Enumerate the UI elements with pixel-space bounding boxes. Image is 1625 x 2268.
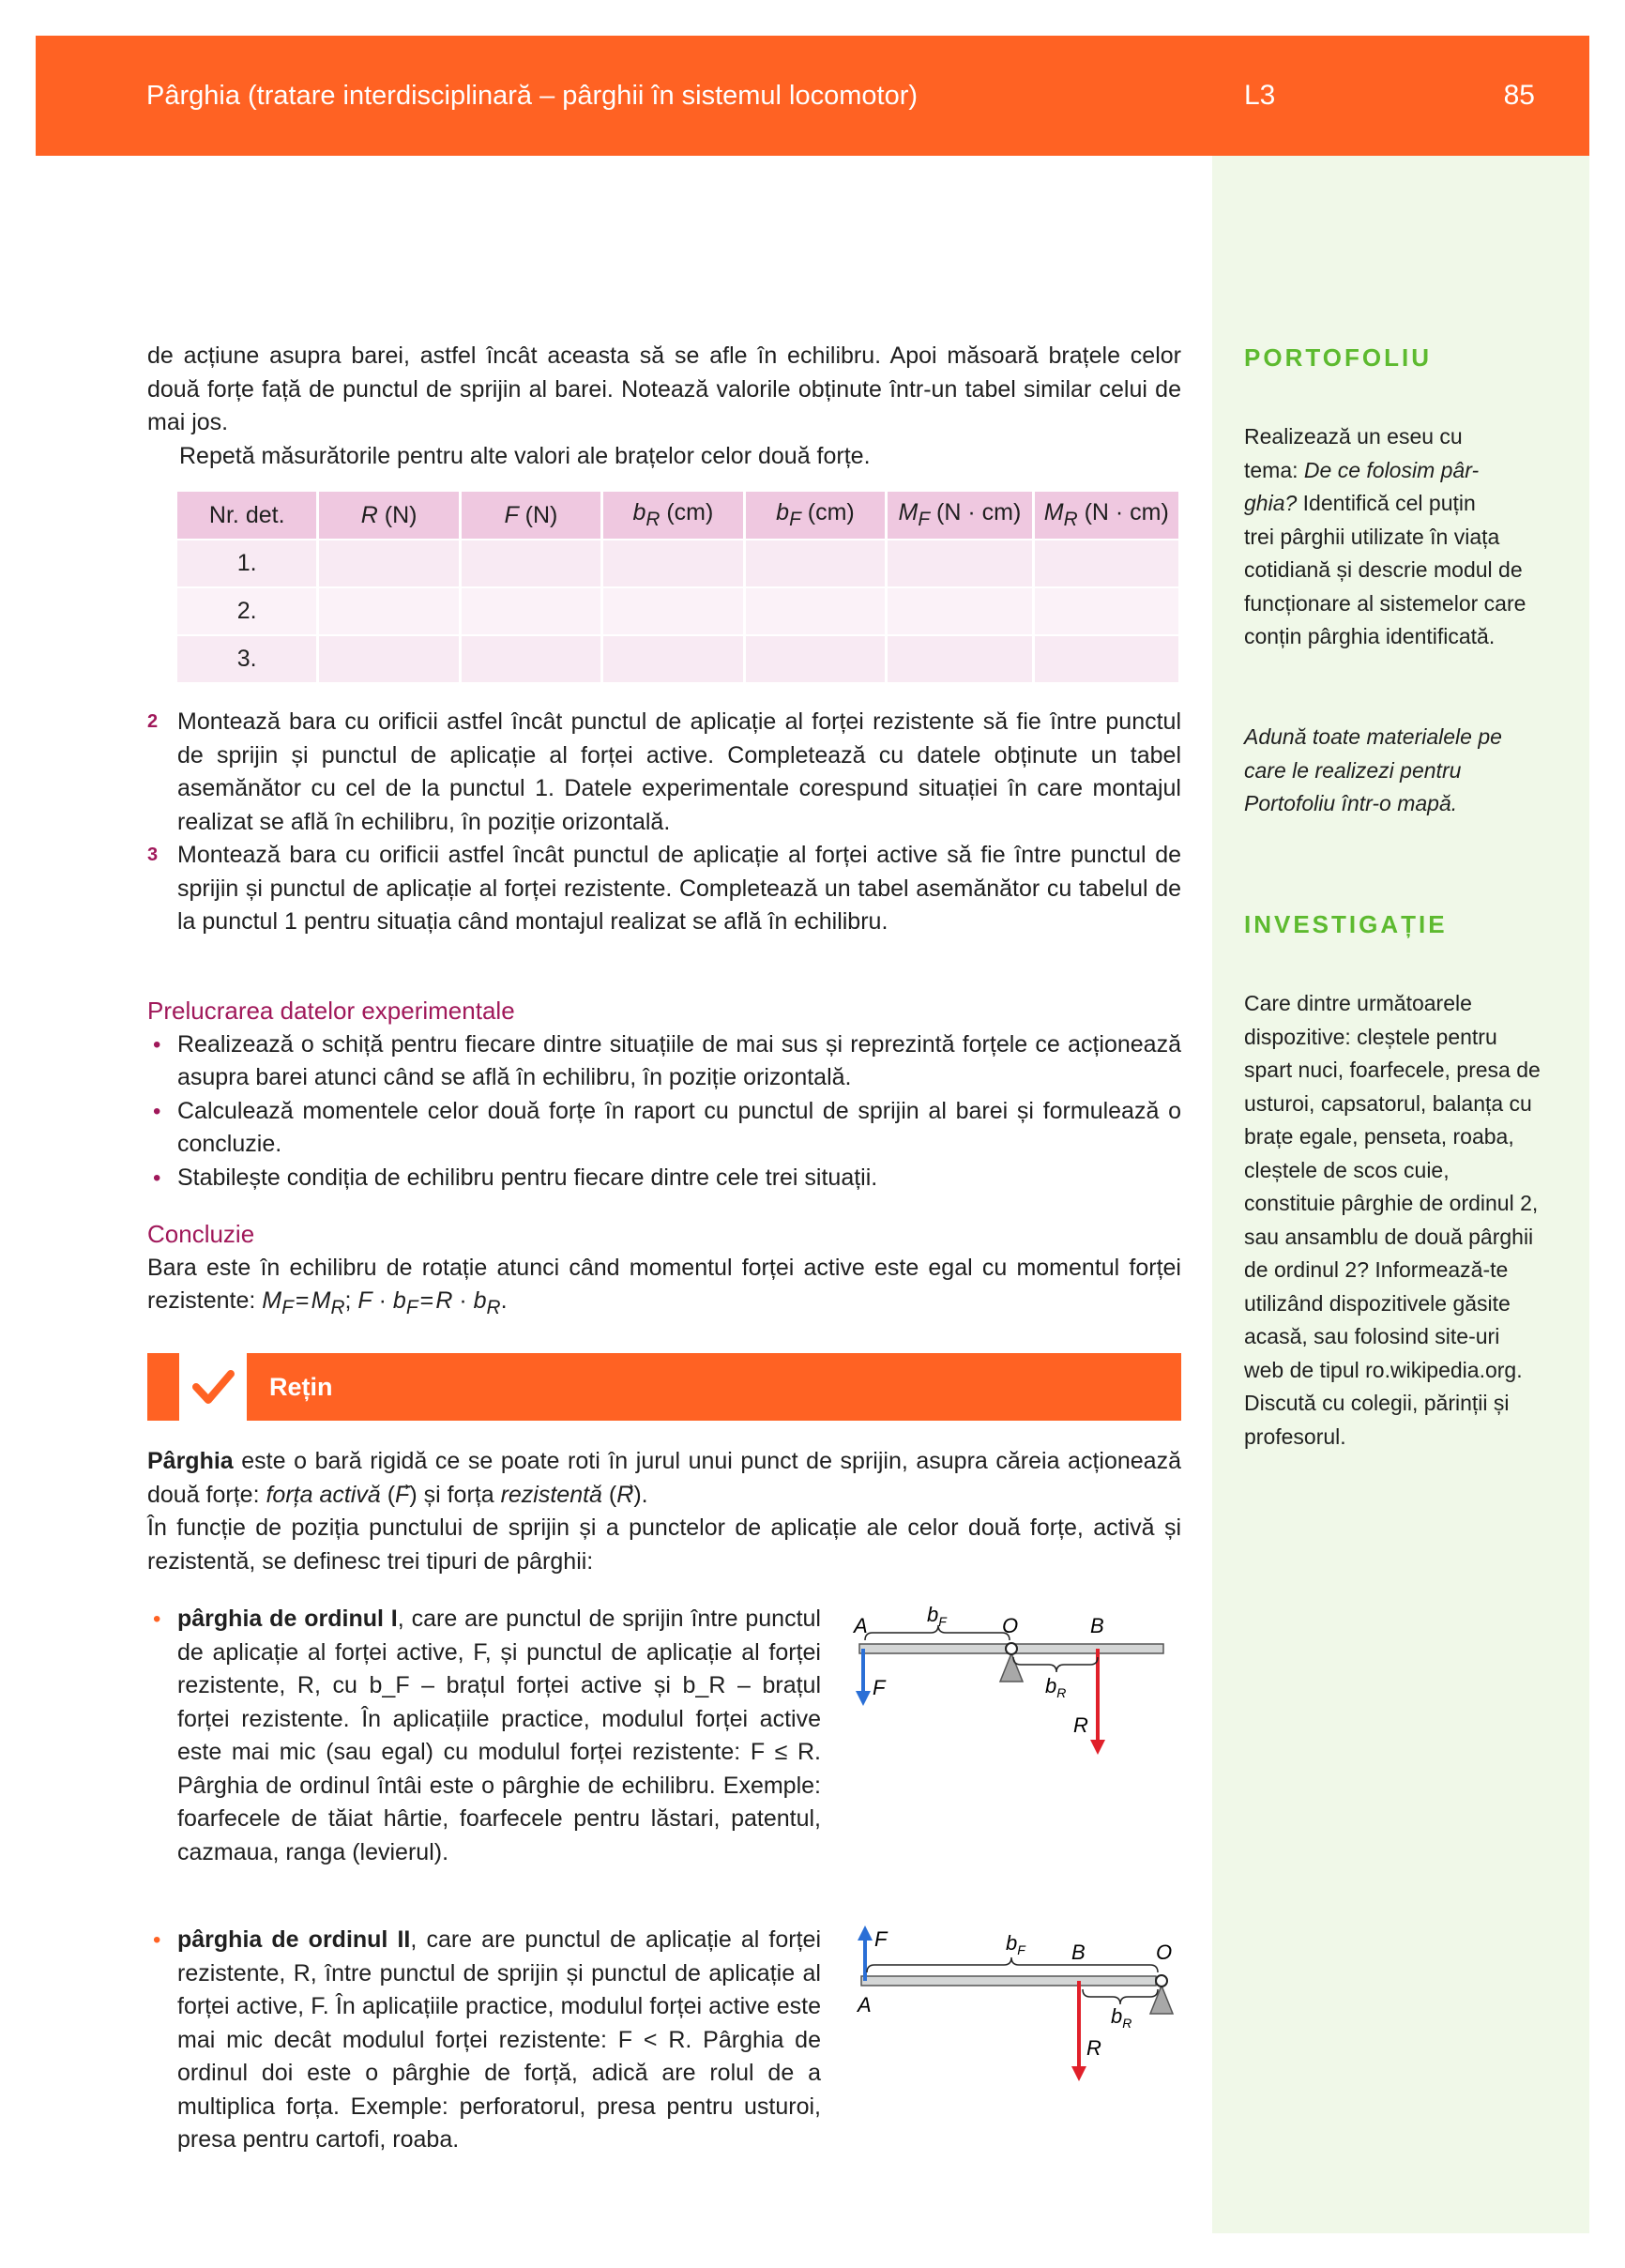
force-r-label: R	[1086, 2036, 1101, 2060]
col-header-nr: Nr. det.	[177, 492, 318, 540]
step-number: 3	[147, 845, 159, 865]
force-f-label: F	[873, 1676, 886, 1699]
col-header-f: F (N)	[460, 492, 601, 540]
brace-br	[1083, 1989, 1158, 2004]
table-row	[177, 587, 1180, 635]
table-row	[177, 635, 1180, 682]
force-r-arrowhead	[1090, 1740, 1105, 1755]
lever2-diagram	[844, 1922, 1182, 2091]
processing-bullet: • Stabilește condiția de echilibru pentru fiecare dintre cele trei situații.	[153, 1164, 878, 1191]
steps-list	[147, 706, 1181, 939]
force-r-label: R	[1073, 1713, 1088, 1737]
row-number: 2.	[177, 587, 318, 635]
processing-bullet: • Realizează o schiță pentru fiecare dintre situațiile de mai sus și reprezintă forțele ce acționează asupra barei atunci când se află în echilibru, în poziție orizontală.	[153, 1030, 1181, 1090]
investigation-title: INVESTIGAȚIE	[1244, 910, 1448, 938]
processing-title: Prelucrarea datelor experimentale	[147, 997, 515, 1025]
checkmark-icon	[179, 1353, 247, 1421]
lever1-item: • pârghia de ordinul I, care are punctul de sprijin între punctul de aplicație al forței active, F, și punctul de aplicație al forței rezistente, R, cu b_F – brațul forței active și b_R – brațul forței rezistente. În aplicațiile practice, modulul forței active este mai mic (sau egal) cu modulul forței rezistente: F ≤ R. Pârghia de ordinul întâi este o pârghie de echilibru. Exemple: foarfecele de tăiat hârtie, foarfecele pentru lăstari, patentul, cazmaua, ranga (levierul).	[153, 1606, 821, 1865]
retin-label: Rețin	[269, 1373, 333, 1401]
lever2-block	[147, 1924, 821, 2157]
force-f-label: F	[874, 1927, 888, 1951]
step-text: Montează bara cu orificii astfel încât punctul de aplicație al forței active să fie între punctul de sprijin și punctul de aplicație al forței rezistente. Completează un tabel asemănător cu tabelul de la punctul 1 pentru situația când montajul realizat se află în echilibru.	[177, 842, 1181, 935]
investigation-text: Care dintre următoarele dispozitive: cleștele pentru spart nuci, foarfecele, presa de usturoi, capsatorul, balanța cu brațe egale, penseta, roaba, cleștele de scos cuie, constituie pârghie de ordinul 2, sau ansamblu de două pârghii de ordinul 2? Informează-te utilizând dispozitivele găsite acasă, sau folosind site-uri web de tipul ro.wikipedia.org. Discută cu colegii, părinții și profesorul.	[1244, 991, 1541, 1449]
table-header-row	[177, 492, 1180, 540]
arm-bf-label: $b_F$	[927, 1603, 947, 1629]
arm-br-label: $b_R$	[1111, 2004, 1132, 2031]
definition-block	[147, 1445, 1181, 1578]
processing-bullet: • Calculează momentele celor două forțe în raport cu punctul de sprijin al barei și formulează o concluzie.	[153, 1097, 1181, 1157]
portfolio-text: Realizează un eseu cu tema: De ce folosim pâr- ghia? Identifică cel puțin trei pârghii utilizate în viața cotidiană și descrie modul de funcționare al sistemelor care conțin pârghia identificată.	[1244, 424, 1526, 648]
col-header-r: R (N)	[318, 492, 460, 540]
force-f-arrowhead	[858, 1926, 873, 1941]
arm-br-label: $b_R$	[1045, 1674, 1067, 1700]
page-number: 85	[1503, 80, 1535, 111]
intro-block	[147, 340, 1181, 473]
col-header-mf: $M_F$ (N · cm)	[887, 492, 1033, 540]
col-header-mr: $M_R$ (N · cm)	[1033, 492, 1179, 540]
lever1-block	[147, 1603, 821, 1869]
row-number: 1.	[177, 540, 318, 587]
point-a-label: A	[854, 1614, 868, 1637]
conclusion-text: Bara este în echilibru de rotație atunci când momentul forței active este egal cu momentul forței rezistente: $M_F$ = $M_R$; $F \cdot b_F$ = $R \cdot b_R$.	[147, 1254, 1181, 1318]
processing-section	[147, 995, 1181, 1195]
intro-repeat-paragraph: Repetă măsurătorile pentru alte valori ale brațelor celor două forțe.	[179, 442, 871, 469]
lever-bar	[861, 1976, 1156, 1986]
step-number: 2	[147, 711, 159, 732]
chapter-title: Pârghia (tratare interdisciplinară – pârghii în sistemul locomotor)	[146, 81, 919, 111]
conclusion-title: Concluzie	[147, 1220, 255, 1248]
page-header	[36, 36, 1589, 156]
point-o-label: O	[1002, 1614, 1019, 1637]
intro-paragraph: de acțiune asupra barei, astfel încât aceasta să se afle în echilibru. Apoi măsoară brațele celor două forțe față de punctul de sprijin al barei. Notează valorile obținute într-un tabel similar celui de mai jos.	[147, 342, 1181, 435]
point-b-label: B	[1090, 1614, 1104, 1637]
lever2-item: • pârghia de ordinul II, care are punctul de aplicație al forței rezistente, R, între punctul de sprijin și punctul de aplicație al forței active, F. În aplicațiile practice, modulul forței active este mai mic decât modulul forței rezistente: F < R. Pârghia de ordinul doi este o pârghie de forță, adică are rolul de a multiplica forța. Exemple: perforatorul, presa pentru usturoi, presa pentru cartofi, roaba.	[153, 1926, 822, 2153]
lever1-diagram	[844, 1595, 1182, 1764]
level-label: L3	[1244, 80, 1276, 111]
step-2	[147, 706, 1181, 839]
pivot-point	[1156, 1975, 1167, 1986]
definition-types-paragraph: În funcție de poziția punctului de sprijin și a punctelor de aplicație ale celor două forțe, activă și rezistentă, se definesc trei tipuri de pârghii:	[147, 1515, 1181, 1575]
fulcrum-icon	[1150, 1986, 1173, 2014]
arm-bf-label: $b_F$	[1006, 1931, 1025, 1957]
step-3	[147, 839, 1181, 939]
definition-paragraph: Pârghia este o bară rigidă ce se poate roti în jurul unui punct de sprijin, asupra căreia acționează două forțe: forța activă (F⃗) și forța rezistentă (R⃗).	[147, 1448, 1181, 1508]
force-r-arrowhead	[1071, 2066, 1086, 2081]
brace-bf	[865, 1625, 1010, 1640]
row-number: 3.	[177, 635, 318, 682]
fulcrum-icon	[1000, 1653, 1023, 1682]
measurements-table	[177, 492, 1181, 682]
step-text: Montează bara cu orificii astfel încât punctul de aplicație al forței rezistente să fie între punctul de sprijin și punctul de aplicație al forței active. Completează cu datele obținute un tabel asemănător cu cel de la punctul 1. Datele experimentale corespund situației în care montajul realizat se află în echilibru, în poziție orizontală.	[177, 708, 1181, 835]
col-header-br: $b_R$ (cm)	[602, 492, 745, 540]
point-o-label: O	[1156, 1941, 1173, 1964]
point-b-label: B	[1071, 1941, 1086, 1964]
portfolio-title: PORTOFOLIU	[1244, 343, 1432, 372]
portfolio-note: Adună toate materialele pe care le realizezi pentru Portofoliu într-o mapă.	[1244, 724, 1502, 815]
table-row	[177, 540, 1180, 587]
conclusion-section	[147, 1218, 1181, 1325]
pivot-point	[1006, 1643, 1017, 1654]
point-a-label: A	[858, 1993, 872, 2017]
col-header-bf: $b_F$ (cm)	[744, 492, 887, 540]
force-f-arrowhead	[856, 1691, 871, 1706]
brace-bf	[867, 1957, 1158, 1972]
brace-br	[1013, 1657, 1098, 1672]
retin-banner	[147, 1353, 1181, 1421]
